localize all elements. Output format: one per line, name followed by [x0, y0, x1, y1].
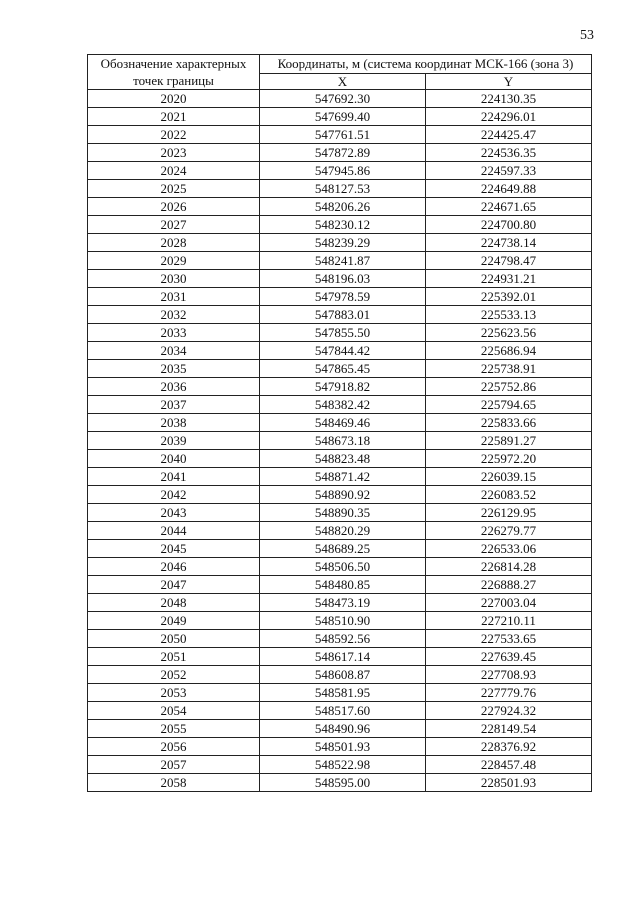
- point-id-cell: 2029: [88, 252, 260, 270]
- table-row: [88, 342, 592, 360]
- point-id-cell: 2038: [88, 414, 260, 432]
- point-id-cell: 2023: [88, 144, 260, 162]
- y-coordinate-cell: 227924.32: [425, 702, 591, 720]
- x-coordinate-cell: 548230.12: [260, 216, 426, 234]
- x-coordinate-cell: 548196.03: [260, 270, 426, 288]
- x-coordinate-cell: 547865.45: [260, 360, 426, 378]
- table-row: [88, 198, 592, 216]
- x-coordinate-cell: 548673.18: [260, 432, 426, 450]
- y-coordinate-cell: 224649.88: [425, 180, 591, 198]
- point-id-cell: 2049: [88, 612, 260, 630]
- y-coordinate-cell: 226039.15: [425, 468, 591, 486]
- point-id-cell: 2047: [88, 576, 260, 594]
- table-row: [88, 594, 592, 612]
- point-id-cell: 2037: [88, 396, 260, 414]
- point-id-cell: 2046: [88, 558, 260, 576]
- y-coordinate-cell: 228376.92: [425, 738, 591, 756]
- coordinates-header: Координаты, м (система координат МСК-166 (зона 3): [260, 55, 592, 74]
- table-row: [88, 468, 592, 486]
- table-row: [88, 756, 592, 774]
- table-row: [88, 90, 592, 108]
- x-coordinate-cell: 548127.53: [260, 180, 426, 198]
- y-coordinate-cell: 225972.20: [425, 450, 591, 468]
- y-coordinate-cell: 227779.76: [425, 684, 591, 702]
- table-row: [88, 720, 592, 738]
- table-row: [88, 702, 592, 720]
- table-row: [88, 180, 592, 198]
- x-coordinate-cell: 548239.29: [260, 234, 426, 252]
- x-coordinate-cell: 548206.26: [260, 198, 426, 216]
- x-coordinate-cell: 547945.86: [260, 162, 426, 180]
- x-coordinate-cell: 548592.56: [260, 630, 426, 648]
- point-id-cell: 2022: [88, 126, 260, 144]
- x-coordinate-cell: 548501.93: [260, 738, 426, 756]
- point-id-cell: 2035: [88, 360, 260, 378]
- x-coordinate-cell: 547855.50: [260, 324, 426, 342]
- y-coordinate-cell: 227210.11: [425, 612, 591, 630]
- table-row: [88, 216, 592, 234]
- x-coordinate-cell: 548510.90: [260, 612, 426, 630]
- table-row: [88, 522, 592, 540]
- table-row: [88, 324, 592, 342]
- point-id-cell: 2027: [88, 216, 260, 234]
- y-coordinate-cell: 228149.54: [425, 720, 591, 738]
- point-id-cell: 2020: [88, 90, 260, 108]
- x-coordinate-cell: 547918.82: [260, 378, 426, 396]
- y-coordinate-cell: 224296.01: [425, 108, 591, 126]
- x-coordinate-cell: 547761.51: [260, 126, 426, 144]
- table-row: [88, 666, 592, 684]
- y-coordinate-cell: 224931.21: [425, 270, 591, 288]
- point-id-cell: 2057: [88, 756, 260, 774]
- y-coordinate-cell: 227533.65: [425, 630, 591, 648]
- x-coordinate-cell: 548506.50: [260, 558, 426, 576]
- point-id-cell: 2040: [88, 450, 260, 468]
- coordinates-table: [87, 54, 592, 792]
- table-row: [88, 126, 592, 144]
- x-coordinate-cell: 548480.85: [260, 576, 426, 594]
- y-coordinate-cell: 225623.56: [425, 324, 591, 342]
- table-body: [88, 90, 592, 792]
- y-coordinate-cell: 224536.35: [425, 144, 591, 162]
- x-coordinate-cell: 548595.00: [260, 774, 426, 792]
- point-id-cell: 2025: [88, 180, 260, 198]
- point-id-cell: 2058: [88, 774, 260, 792]
- x-coordinate-cell: 548617.14: [260, 648, 426, 666]
- point-id-cell: 2032: [88, 306, 260, 324]
- table-row: [88, 450, 592, 468]
- table-row: [88, 738, 592, 756]
- point-id-cell: 2042: [88, 486, 260, 504]
- table-row: [88, 540, 592, 558]
- y-coordinate-cell: 226279.77: [425, 522, 591, 540]
- y-coordinate-cell: 224597.33: [425, 162, 591, 180]
- y-coordinate-cell: 227708.93: [425, 666, 591, 684]
- x-coordinate-cell: 547692.30: [260, 90, 426, 108]
- y-coordinate-cell: 228501.93: [425, 774, 591, 792]
- table-row: [88, 252, 592, 270]
- x-coordinate-cell: 548517.60: [260, 702, 426, 720]
- x-coordinate-cell: 547883.01: [260, 306, 426, 324]
- table-row: [88, 630, 592, 648]
- point-id-cell: 2039: [88, 432, 260, 450]
- point-id-cell: 2056: [88, 738, 260, 756]
- table-row: [88, 288, 592, 306]
- y-coordinate-cell: 225833.66: [425, 414, 591, 432]
- y-coordinate-cell: 226533.06: [425, 540, 591, 558]
- point-id-cell: 2043: [88, 504, 260, 522]
- point-id-cell: 2021: [88, 108, 260, 126]
- x-coordinate-cell: 548473.19: [260, 594, 426, 612]
- y-coordinate-cell: 226129.95: [425, 504, 591, 522]
- y-coordinate-cell: 225686.94: [425, 342, 591, 360]
- point-id-cell: 2045: [88, 540, 260, 558]
- point-id-cell: 2041: [88, 468, 260, 486]
- point-designation-header: Обозначение характерных точек границы: [88, 55, 260, 90]
- table-row: [88, 234, 592, 252]
- x-coordinate-cell: 547872.89: [260, 144, 426, 162]
- y-coordinate-cell: 225752.86: [425, 378, 591, 396]
- x-coordinate-cell: 548823.48: [260, 450, 426, 468]
- y-coordinate-cell: 224738.14: [425, 234, 591, 252]
- table-row: [88, 414, 592, 432]
- y-coordinate-cell: 228457.48: [425, 756, 591, 774]
- y-coordinate-cell: 225891.27: [425, 432, 591, 450]
- x-column-header: X: [260, 74, 426, 90]
- table-row: [88, 774, 592, 792]
- point-id-cell: 2054: [88, 702, 260, 720]
- point-id-cell: 2048: [88, 594, 260, 612]
- table-row: [88, 162, 592, 180]
- table-row: [88, 558, 592, 576]
- x-coordinate-cell: 548382.42: [260, 396, 426, 414]
- x-coordinate-cell: 548608.87: [260, 666, 426, 684]
- point-id-cell: 2034: [88, 342, 260, 360]
- y-coordinate-cell: 225392.01: [425, 288, 591, 306]
- table-row: [88, 504, 592, 522]
- x-coordinate-cell: 548469.46: [260, 414, 426, 432]
- y-coordinate-cell: 225794.65: [425, 396, 591, 414]
- y-coordinate-cell: 224700.80: [425, 216, 591, 234]
- y-coordinate-cell: 225533.13: [425, 306, 591, 324]
- point-id-cell: 2055: [88, 720, 260, 738]
- y-coordinate-cell: 227003.04: [425, 594, 591, 612]
- x-coordinate-cell: 547844.42: [260, 342, 426, 360]
- x-coordinate-cell: 548689.25: [260, 540, 426, 558]
- table-row: [88, 612, 592, 630]
- table-row: [88, 144, 592, 162]
- x-coordinate-cell: 548522.98: [260, 756, 426, 774]
- x-coordinate-cell: 548490.96: [260, 720, 426, 738]
- y-coordinate-cell: 224130.35: [425, 90, 591, 108]
- point-id-cell: 2030: [88, 270, 260, 288]
- y-coordinate-cell: 226814.28: [425, 558, 591, 576]
- point-id-cell: 2031: [88, 288, 260, 306]
- y-coordinate-cell: 226083.52: [425, 486, 591, 504]
- point-id-cell: 2033: [88, 324, 260, 342]
- y-coordinate-cell: 227639.45: [425, 648, 591, 666]
- x-coordinate-cell: 548581.95: [260, 684, 426, 702]
- table-row: [88, 396, 592, 414]
- y-coordinate-cell: 226888.27: [425, 576, 591, 594]
- point-id-cell: 2052: [88, 666, 260, 684]
- table-row: [88, 360, 592, 378]
- y-coordinate-cell: 224671.65: [425, 198, 591, 216]
- point-id-cell: 2026: [88, 198, 260, 216]
- x-coordinate-cell: 548871.42: [260, 468, 426, 486]
- x-coordinate-cell: 548820.29: [260, 522, 426, 540]
- table-row: [88, 576, 592, 594]
- point-id-cell: 2036: [88, 378, 260, 396]
- page-number: 53: [580, 28, 594, 43]
- point-id-cell: 2024: [88, 162, 260, 180]
- table-row: [88, 108, 592, 126]
- table-row: [88, 306, 592, 324]
- table-row: [88, 378, 592, 396]
- table-row: [88, 486, 592, 504]
- y-coordinate-cell: 224798.47: [425, 252, 591, 270]
- table-row: [88, 270, 592, 288]
- x-coordinate-cell: 547699.40: [260, 108, 426, 126]
- point-id-cell: 2050: [88, 630, 260, 648]
- x-coordinate-cell: 548241.87: [260, 252, 426, 270]
- y-column-header: Y: [425, 74, 591, 90]
- point-id-cell: 2053: [88, 684, 260, 702]
- table-row: [88, 432, 592, 450]
- x-coordinate-cell: 548890.92: [260, 486, 426, 504]
- y-coordinate-cell: 225738.91: [425, 360, 591, 378]
- table-row: [88, 684, 592, 702]
- x-coordinate-cell: 548890.35: [260, 504, 426, 522]
- y-coordinate-cell: 224425.47: [425, 126, 591, 144]
- table-row: [88, 648, 592, 666]
- x-coordinate-cell: 547978.59: [260, 288, 426, 306]
- point-id-cell: 2044: [88, 522, 260, 540]
- point-id-cell: 2051: [88, 648, 260, 666]
- point-id-cell: 2028: [88, 234, 260, 252]
